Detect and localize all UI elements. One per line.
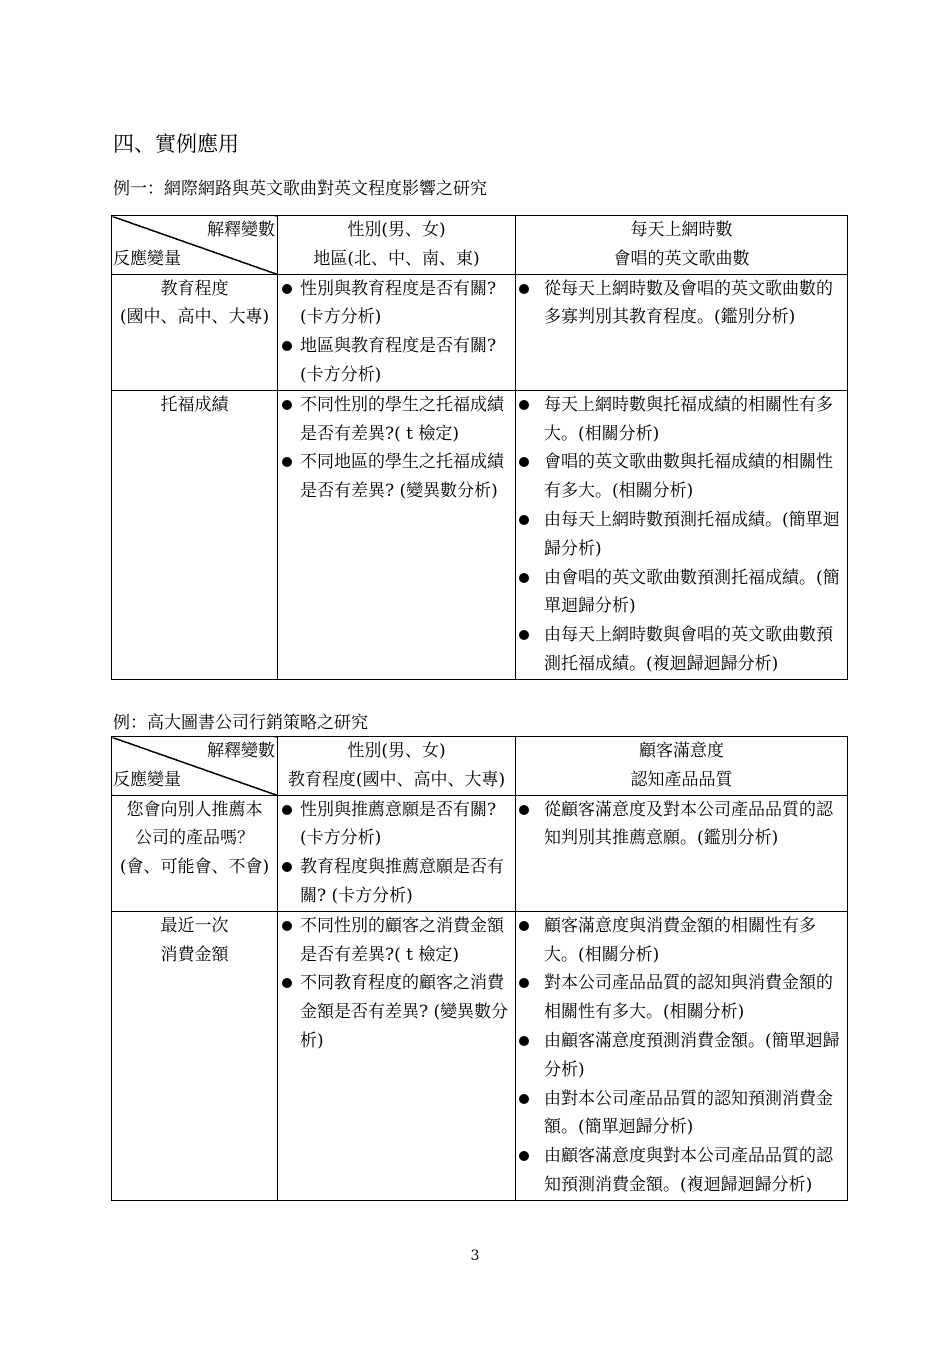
- list-item: 由每天上網時數與會唱的英文歌曲數預測托福成績。(複迴歸迴歸分析): [516, 621, 847, 679]
- column-header-1: 性別(男、女) 地區(北、中、南、東): [278, 216, 516, 275]
- diagonal-corner-cell: [112, 737, 278, 796]
- example2-table: [111, 736, 848, 1201]
- list-item: 由會唱的英文歌曲數預測托福成績。(簡單迴歸分析): [516, 564, 847, 622]
- example1-table: [111, 215, 848, 680]
- analysis-cell: [278, 911, 516, 1200]
- list-item: 由顧客滿意度預測消費金額。(簡單迴歸分析): [516, 1027, 847, 1085]
- list-item: 會唱的英文歌曲數與托福成績的相關性有多大。(相關分析): [516, 448, 847, 506]
- column-header-2: 顧客滿意度 認知產品品質: [516, 737, 848, 796]
- table-header-row: [112, 737, 848, 796]
- row-label: 教育程度 (國中、高中、大專): [112, 274, 278, 390]
- list-item: 地區與教育程度是否有關? (卡方分析): [278, 332, 515, 390]
- analysis-cell: [516, 390, 848, 679]
- list-item: 教育程度與推薦意願是否有關? (卡方分析): [278, 853, 515, 911]
- row-label: 最近一次 消費金額: [112, 911, 278, 1200]
- list-item: 由顧客滿意度與對本公司產品品質的認知預測消費金額。(複迴歸迴歸分析): [516, 1142, 847, 1200]
- example1-caption: 例一：網際網路與英文歌曲對英文程度影響之研究: [113, 179, 487, 199]
- list-item: 從每天上網時數及會唱的英文歌曲數的多寡判別其教育程度。(鑑別分析): [516, 275, 847, 333]
- analysis-cell: [278, 274, 516, 390]
- list-item: 不同地區的學生之托福成績是否有差異? (變異數分析): [278, 448, 515, 506]
- example2-caption: 例：高大圖書公司行銷策略之研究: [113, 713, 368, 733]
- column-header-2: 每天上網時數 會唱的英文歌曲數: [516, 216, 848, 275]
- row-label: 托福成績: [112, 390, 278, 679]
- column-header-1: 性別(男、女) 教育程度(國中、高中、大專): [278, 737, 516, 796]
- list-item: 每天上網時數與托福成績的相關性有多大。(相關分析): [516, 391, 847, 449]
- list-item: 性別與教育程度是否有關? (卡方分析): [278, 275, 515, 333]
- list-item: 由對本公司產品品質的認知預測消費金額。(簡單迴歸分析): [516, 1085, 847, 1143]
- row-label: 您會向別人推薦本 公司的產品嗎？ (會、可能會、不會): [112, 795, 278, 911]
- analysis-cell: [516, 795, 848, 911]
- table-row: [112, 795, 848, 911]
- list-item: 從顧客滿意度及對本公司產品品質的認知判別其推薦意願。(鑑別分析): [516, 796, 847, 854]
- table-header-row: [112, 216, 848, 275]
- list-item: 顧客滿意度與消費金額的相關性有多大。(相關分析): [516, 912, 847, 970]
- table-row: [112, 911, 848, 1200]
- corner-explanatory-label: 解釋變數: [207, 741, 275, 761]
- list-item: 不同教育程度的顧客之消費金額是否有差異? (變異數分析): [278, 969, 515, 1055]
- page-number: 3: [470, 1248, 480, 1264]
- analysis-cell: [516, 274, 848, 390]
- corner-response-label: 反應變量: [113, 248, 181, 269]
- corner-explanatory-label: 解釋變數: [207, 220, 275, 240]
- analysis-cell: [516, 911, 848, 1200]
- table-row: [112, 390, 848, 679]
- table-row: [112, 274, 848, 390]
- analysis-cell: [278, 795, 516, 911]
- diagonal-corner-cell: [112, 216, 278, 275]
- list-item: 對本公司產品品質的認知與消費金額的相關性有多大。(相關分析): [516, 969, 847, 1027]
- analysis-cell: [278, 390, 516, 679]
- list-item: 不同性別的顧客之消費金額是否有差異?( t 檢定): [278, 912, 515, 970]
- list-item: 由每天上網時數預測托福成績。(簡單迴歸分析): [516, 506, 847, 564]
- section-heading: 四、實例應用: [113, 132, 239, 156]
- corner-response-label: 反應變量: [113, 769, 181, 790]
- list-item: 性別與推薦意願是否有關? (卡方分析): [278, 796, 515, 854]
- list-item: 不同性別的學生之托福成績是否有差異?( t 檢定): [278, 391, 515, 449]
